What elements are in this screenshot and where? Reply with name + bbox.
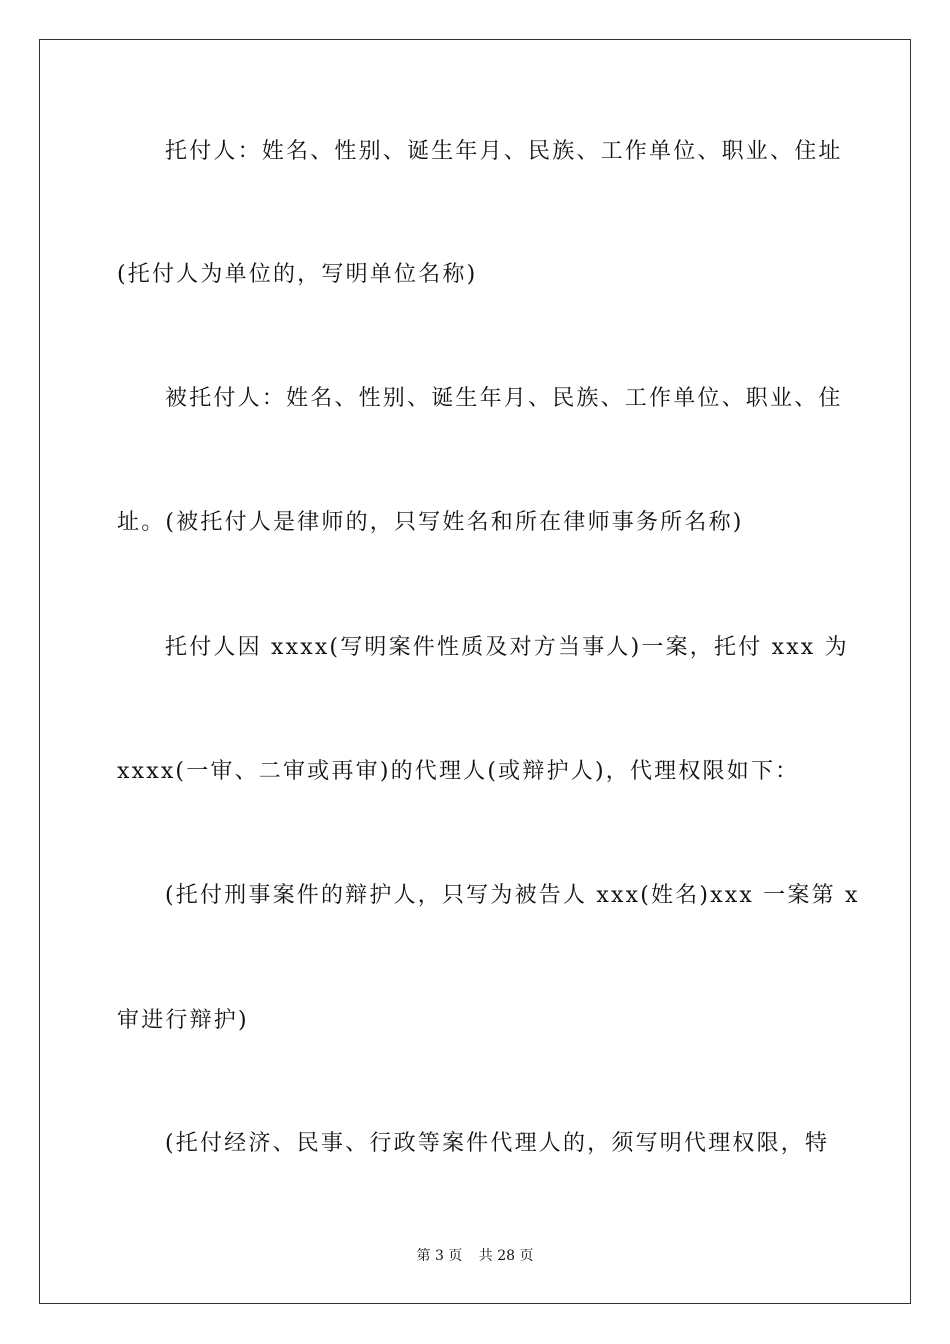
paragraph-line-4: 址。(被托付人是律师的，只写姓名和所在律师事务所名称) <box>117 510 744 535</box>
paragraph-line-5: 托付人因 xxxx(写明案件性质及对方当事人)一案，托付 xxx 为 <box>165 635 849 660</box>
page-number: 第 3 页 <box>416 1248 463 1264</box>
paragraph-line-7: (托付刑事案件的辩护人，只写为被告人 xxx(姓名)xxx 一案第 x <box>165 883 860 908</box>
paragraph-line-8: 审进行辩护) <box>117 1008 249 1033</box>
paragraph-line-3: 被托付人：姓名、性别、诞生年月、民族、工作单位、职业、住 <box>165 386 843 411</box>
paragraph-line-1: 托付人：姓名、性别、诞生年月、民族、工作单位、职业、住址 <box>165 139 843 164</box>
paragraph-line-9: (托付经济、民事、行政等案件代理人的，须写明代理权限，特 <box>165 1131 830 1156</box>
page-footer <box>0 1246 950 1266</box>
paragraph-line-6: xxxx(一审、二审或再审)的代理人(或辩护人)，代理权限如下： <box>117 759 800 784</box>
page-border <box>39 39 911 1304</box>
page-total: 共 28 页 <box>478 1248 534 1264</box>
paragraph-line-2: (托付人为单位的，写明单位名称) <box>117 262 478 287</box>
